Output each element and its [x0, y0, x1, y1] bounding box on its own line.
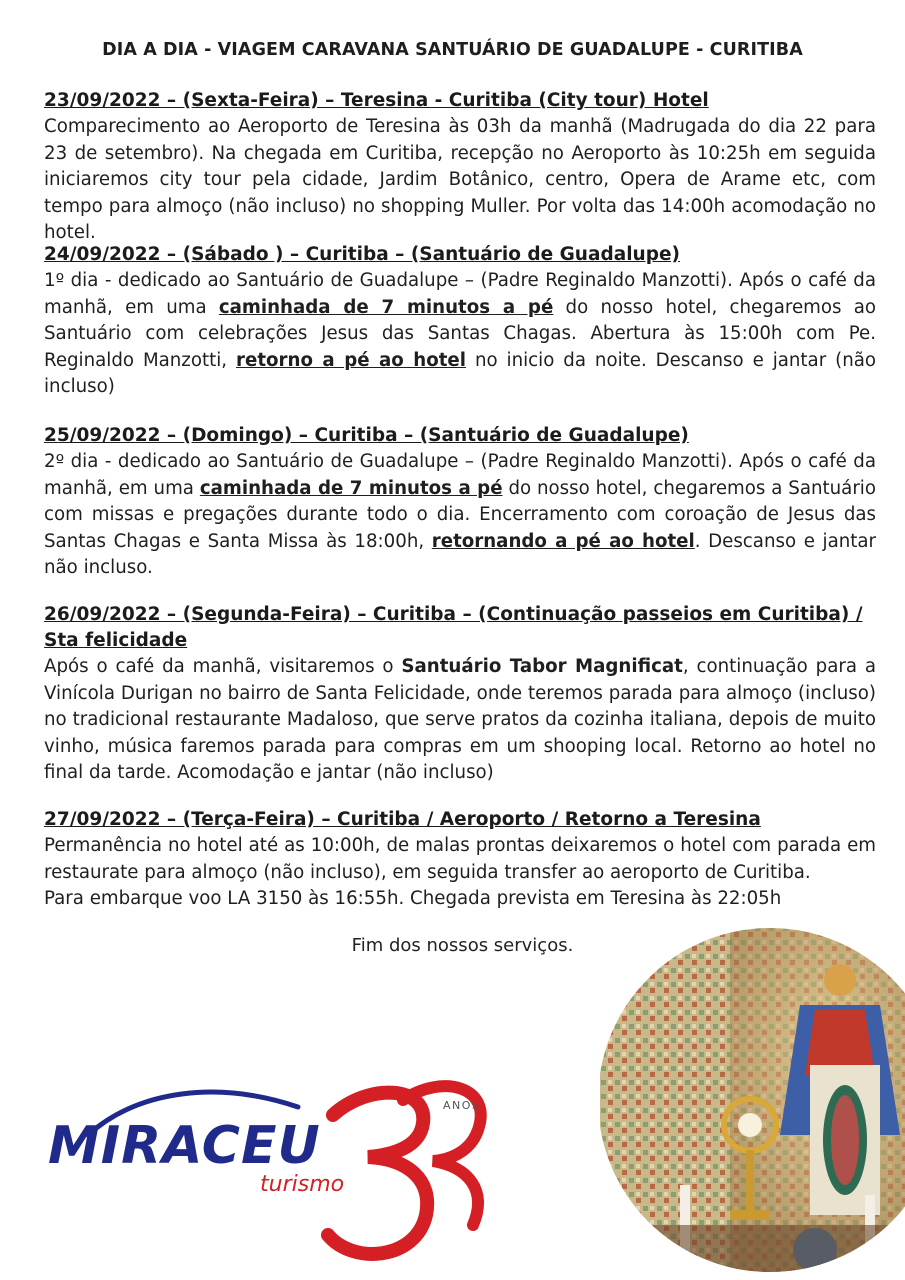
day-section-3	[44, 423, 876, 582]
highlight-text: retorno a pé ao hotel	[236, 349, 467, 371]
day-text: 1º dia - dedicado ao Santuário de Guadalupe – (Padre Reginaldo Manzotti). Após o café da manhã, em uma	[44, 270, 876, 318]
highlight-text: caminhada de 7 minutos a pé	[218, 296, 554, 318]
highlight-text: Santuário Tabor Magnificat	[401, 656, 683, 677]
day-text: Permanência no hotel até as 10:00h, de malas prontas deixaremos o hotel com parada em restaurate para almoço (não incluso), em seguida transfer ao aeroporto de Curitiba.	[44, 835, 876, 883]
logo-sub: turismo	[260, 1172, 345, 1197]
day-text: Comparecimento ao Aeroporto de Teresina às 03h da manhã (Madrugada do dia 22 para 23 de setembro). Na chegada em Curitiba, recepção no Aeroporto às 10:25h em seguida iniciaremos city tour pela cidade, Jardim Botânico, centro, Opera de Arame etc, com tempo para almoço (não incluso) no shopping Muller. Por volta das 14:00h acomodação no hotel.	[44, 116, 876, 243]
logo-anos: ANOS	[443, 1099, 481, 1112]
day-description	[44, 833, 876, 913]
figure-halo	[824, 964, 856, 996]
day-section-1	[44, 88, 876, 247]
day-description	[44, 654, 876, 787]
day-description	[44, 114, 876, 247]
day-description	[44, 268, 876, 401]
miraceu-logo	[48, 1075, 508, 1270]
day-text: no inicio da noite. Descanso e jantar (não incluso)	[44, 349, 877, 397]
sanctuary-photo	[600, 925, 905, 1275]
day-section-5	[44, 807, 876, 913]
highlight-text: retornando a pé ao hotel	[431, 530, 695, 552]
day-heading: 25/09/2022 – (Domingo) – Curitiba – (Santuário de Guadalupe)	[44, 425, 689, 446]
highlight-text: caminhada de 7 minutos a pé	[199, 477, 503, 499]
day-heading: 26/09/2022 – (Segunda-Feira) – Curitiba – (Continuação passeios em Curitiba) / Sta felicidade	[44, 604, 863, 651]
day-text: 2º dia - dedicado ao Santuário de Guadalupe – (Padre Reginaldo Manzotti). Após o café da manhã, em uma	[44, 451, 876, 499]
day-heading: 27/09/2022 – (Terça-Feira) – Curitiba / Aeroporto / Retorno a Teresina	[44, 809, 761, 830]
day-text: , continuação para a Vinícola Durigan no bairro de Santa Felicidade, onde teremos parada para almoço (incluso) no tradicional restaurante Madaloso, que serve pratos da cozinha italiana, depois de muito vinho, música faremos parada para compras em um shooping local. Retorno ao hotel no final da tarde. Acomodação e jantar (não incluso)	[44, 656, 876, 783]
day-heading: 24/09/2022 – (Sábado ) – Curitiba – (Santuário de Guadalupe)	[44, 244, 680, 265]
day-section-2	[44, 242, 876, 401]
day-heading: 23/09/2022 – (Sexta-Feira) – Teresina - Curitiba (City tour) Hotel	[44, 90, 709, 111]
day-section-4	[44, 602, 876, 787]
logo-brand: MIRACEU	[48, 1116, 321, 1176]
day-description	[44, 449, 876, 582]
end-note: Fim dos nossos serviços.	[351, 935, 574, 956]
day-text: do nosso hotel, chegaremos ao Santuário com celebrações Jesus das Santas Chagas. Abertura às 15:00h com Pe. Reginaldo Manzotti,	[44, 296, 877, 371]
page-title: DIA A DIA - VIAGEM CARAVANA SANTUÁRIO DE GUADALUPE - CURITIBA	[102, 40, 803, 60]
day-text: do nosso hotel, chegaremos a Santuário com missas e pregações durante todo o dia. Encerramento com coroação de Jesus das Santas Chagas e Santa Missa às 18:00h,	[44, 477, 876, 552]
day-text: Para embarque voo LA 3150 às 16:55h. Chegada prevista em Teresina às 22:05h	[44, 888, 782, 909]
day-text: Após o café da manhã, visitaremos o	[44, 656, 402, 677]
day-text: . Descanso e jantar não incluso.	[44, 530, 877, 578]
